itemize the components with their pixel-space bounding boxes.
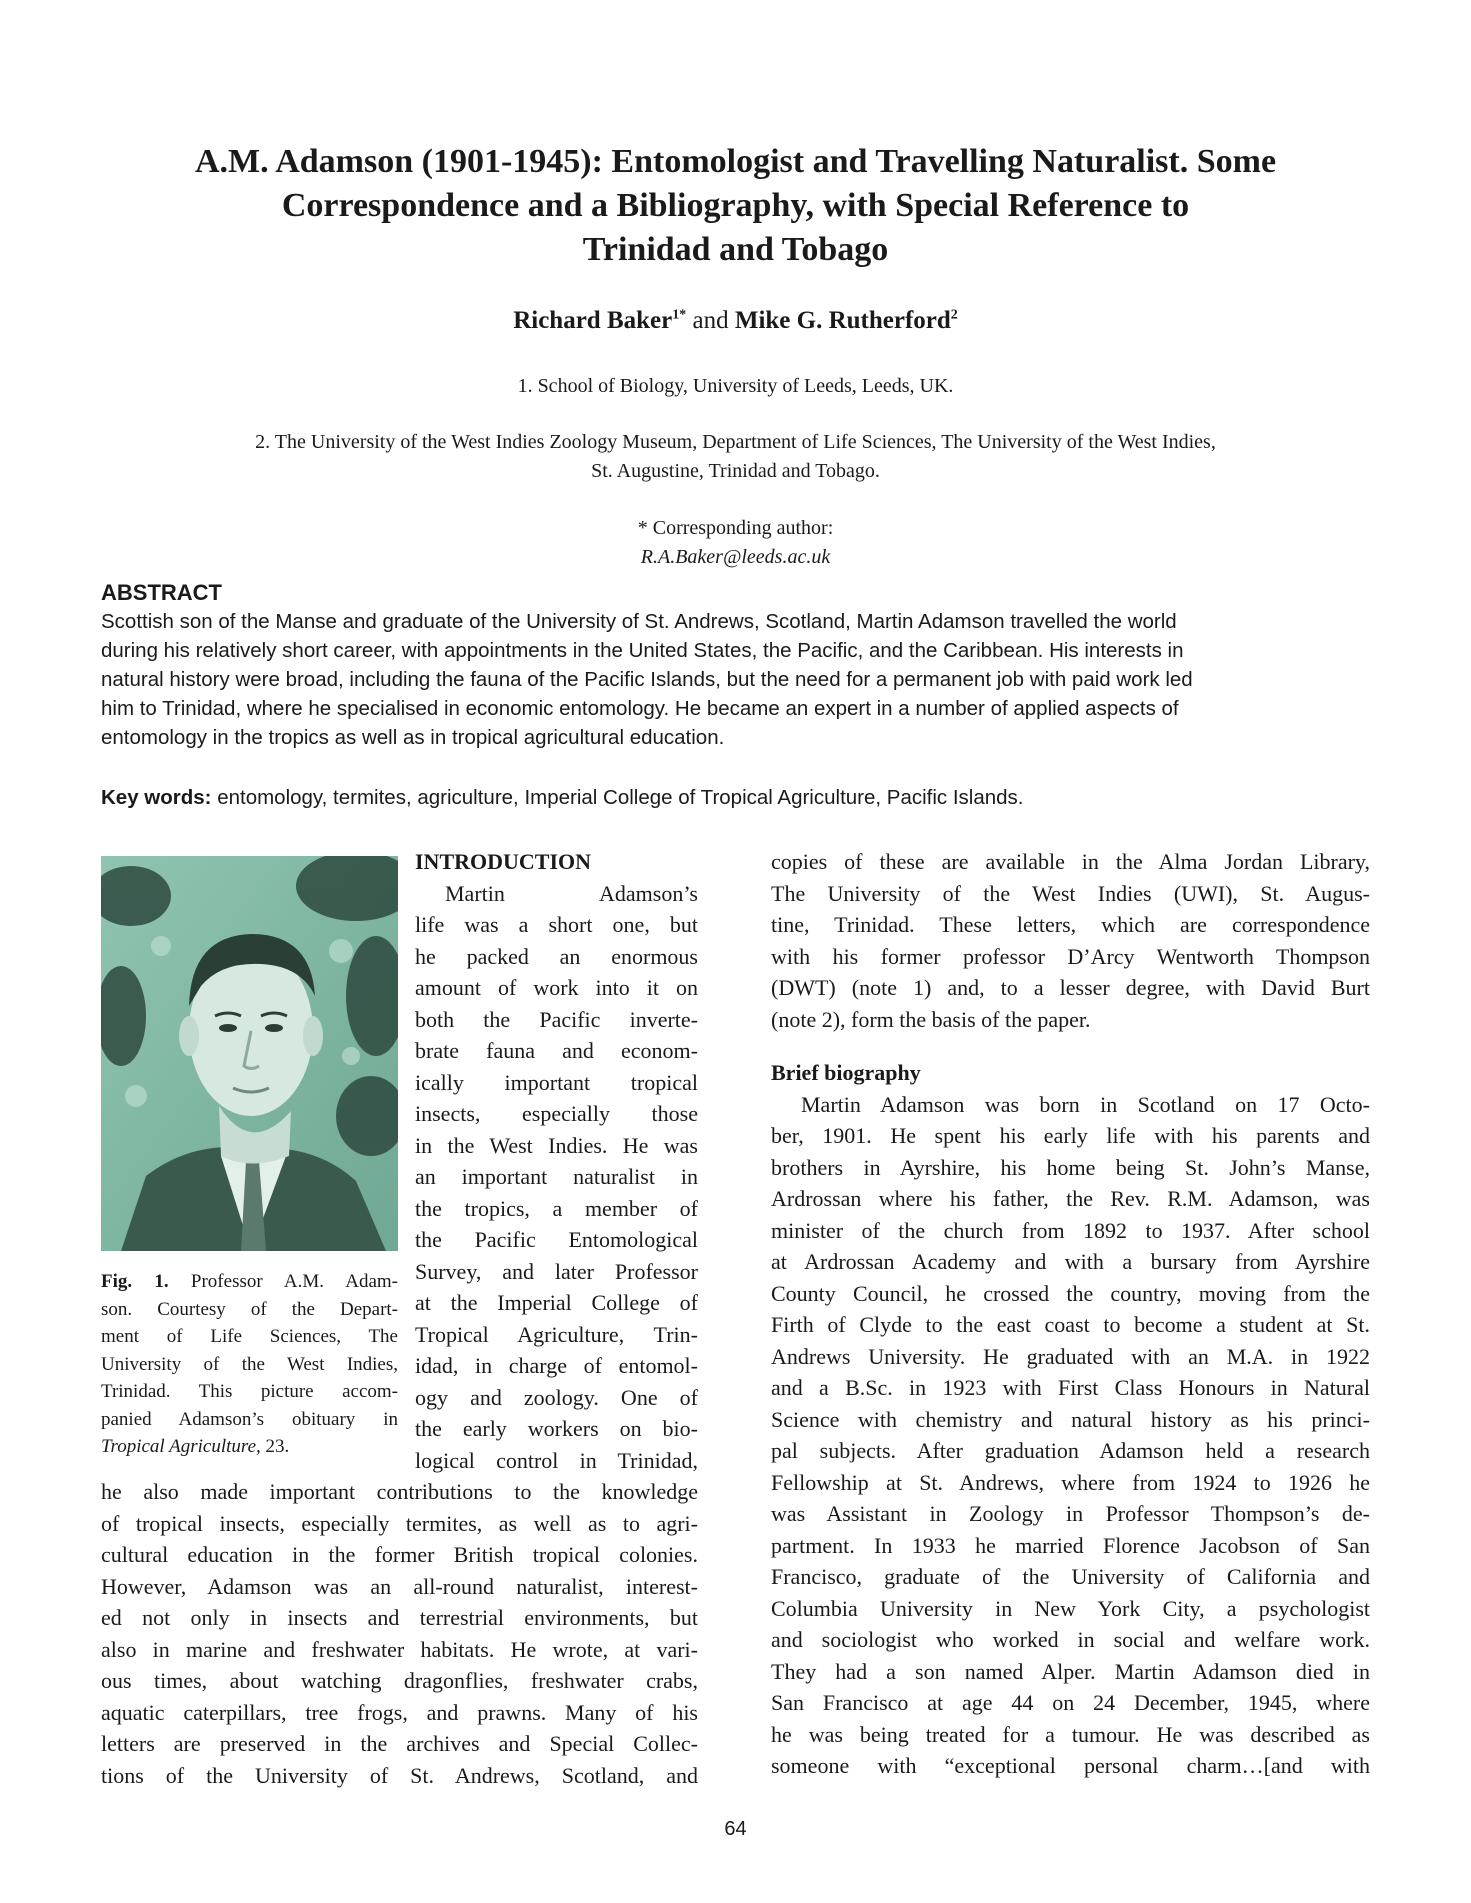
bio-line: pal subjects. After graduation Adamson held a research	[771, 1438, 1370, 1463]
intro-line: copies of these are available in the Alma Jordan Library,	[771, 849, 1370, 874]
intro-line: both the Pacific inverte-	[415, 1006, 698, 1032]
figure-label: Fig. 1.	[101, 1271, 169, 1292]
intro-line: cultural education in the former British tropical colonies.	[101, 1542, 698, 1567]
bio-line: at Ardrossan Academy and with a bursary from Ayrshire	[771, 1249, 1370, 1274]
abstract-line: Scottish son of the Manse and graduate of the University of St. Andrews, Scotland, Martin Adamson travelled the world	[101, 610, 1177, 633]
author-name: Mike G. Rutherford	[734, 307, 951, 334]
portrait-illustration	[101, 856, 398, 1251]
intro-line: The University of the West Indies (UWI), St. Augus-	[771, 880, 1370, 906]
introduction-heading: INTRODUCTION	[415, 849, 592, 874]
intro-line: Tropical Agriculture, Trin-	[415, 1321, 698, 1347]
intro-line: an important naturalist in	[415, 1164, 698, 1189]
intro-line: also in marine and freshwater habitats. He wrote, at vari-	[101, 1636, 698, 1662]
abstract-line: entomology in the tropics as well as in tropical agricultural education.	[101, 726, 725, 749]
caption-line: Professor A.M. Adam-	[168, 1271, 398, 1292]
intro-line: ogy and zoology. One of	[415, 1384, 698, 1410]
author-mark: 1*	[672, 307, 687, 323]
bio-line: San Francisco at age 44 on 24 December, 1945, where	[771, 1690, 1370, 1715]
bio-line: someone with “exceptional personal charm…[and with	[771, 1753, 1370, 1778]
corresponding-author: * Corresponding author: R.A.Baker@leeds.ac.uk	[637, 517, 834, 568]
abstract-line: him to Trinidad, where he specialised in economic entomology. He became an expert in a number of applied aspects of	[101, 697, 1179, 720]
portrait-photo	[101, 856, 398, 1251]
bio-line: partment. In 1933 he married Florence Jacobson of San	[771, 1532, 1370, 1558]
bio-line: he was being treated for a tumour. He was described as	[771, 1721, 1370, 1747]
intro-line: letters are preserved in the archives and Special Collec-	[101, 1731, 698, 1756]
intro-line: life was a short one, but	[415, 912, 698, 937]
introduction-narrow-column	[415, 846, 698, 1476]
bio-line: Fellowship at St. Andrews, where from 1924 to 1926 he	[771, 1469, 1370, 1495]
intro-line: However, Adamson was an all-round naturalist, interest-	[101, 1573, 698, 1599]
page-number: 64	[724, 1818, 747, 1840]
intro-line: he packed an enormous	[415, 943, 698, 969]
abstract-heading: ABSTRACT	[101, 580, 222, 605]
bio-line: Francisco, graduate of the University of California and	[771, 1564, 1370, 1589]
bio-line: minister of the church from 1892 to 1937. After school	[771, 1217, 1370, 1243]
bio-line: Science with chemistry and natural history as his princi-	[771, 1406, 1370, 1432]
caption-line: Trinidad. This picture accom-	[101, 1381, 398, 1402]
intro-line: Martin Adamson’s	[445, 880, 698, 906]
author-name: Richard Baker	[513, 307, 673, 334]
figure-caption	[101, 1268, 398, 1461]
title-line: A.M. Adamson (1901-1945): Entomologist and Travelling Naturalist. Some	[194, 143, 1277, 180]
intro-line: the early workers on bio-	[415, 1416, 698, 1441]
right-column	[771, 846, 1370, 1782]
caption-line: panied Adamson’s obituary in	[101, 1408, 398, 1430]
affiliation-1: 1. School of Biology, University of Leeds, Leeds, UK.	[517, 375, 954, 397]
author-conjunction: and	[686, 307, 735, 334]
intro-line: idad, in charge of entomol-	[415, 1353, 698, 1378]
bio-line: They had a son named Alper. Martin Adamson died in	[771, 1658, 1370, 1684]
intro-line: amount of work into it on	[415, 975, 698, 1000]
bio-line: Columbia University in New York City, a psychologist	[771, 1595, 1370, 1621]
journal-title: Tropical Agriculture,	[101, 1436, 261, 1457]
caption-line: son. Courtesy of the Depart-	[101, 1298, 398, 1320]
intro-line: the tropics, a member of	[415, 1195, 698, 1221]
author-mark: 2	[950, 307, 958, 323]
intro-line: ous times, about watching dragonflies, freshwater crabs,	[101, 1668, 698, 1693]
bio-line: brothers in Ayrshire, his home being St. John’s Manse,	[771, 1154, 1370, 1180]
intro-line: ically important tropical	[415, 1069, 698, 1095]
intro-line: with his former professor D’Arcy Wentworth Thompson	[771, 943, 1370, 969]
caption-line: 23.	[260, 1436, 290, 1457]
keywords-label: Key words:	[101, 786, 212, 809]
biography-heading: Brief biography	[771, 1060, 921, 1085]
intro-line: Survey, and later Professor	[415, 1258, 698, 1284]
title-line: Trinidad and Tobago	[582, 231, 889, 268]
keywords	[101, 786, 1024, 810]
bio-line: Firth of Clyde to the east coast to become a student at St.	[771, 1312, 1370, 1337]
title-line: Correspondence and a Bibliography, with Special Reference to	[281, 187, 1190, 224]
intro-line: aquatic caterpillars, tree frogs, and prawns. Many of his	[101, 1699, 698, 1725]
intro-line: at the Imperial College of	[415, 1290, 698, 1315]
abstract-body	[101, 607, 1369, 752]
abstract-line: natural history were broad, including the fauna of the Pacific Islands, but the need for a permanent job with paid work led	[101, 668, 1193, 691]
corresponding-email[interactable]: R.A.Baker@leeds.ac.uk	[640, 546, 831, 568]
intro-line: insects, especially those	[415, 1101, 698, 1126]
bio-line: and sociologist who worked in social and welfare work.	[771, 1627, 1370, 1652]
bio-line: Ardrossan where his father, the Rev. R.M. Adamson, was	[771, 1186, 1370, 1211]
introduction-wide-column	[101, 1476, 698, 1791]
intro-line: (note 2), form the basis of the paper.	[771, 1006, 1091, 1032]
bio-line: Martin Adamson was born in Scotland on 17 Octo-	[801, 1091, 1370, 1117]
caption-line: ment of Life Sciences, The	[101, 1326, 398, 1347]
intro-line: in the West Indies. He was	[415, 1132, 698, 1158]
bio-line: ber, 1901. He spent his early life with his parents and	[771, 1123, 1370, 1148]
bio-line: and a B.Sc. in 1923 with First Class Honours in Natural	[771, 1375, 1370, 1400]
intro-line: he also made important contributions to the knowledge	[101, 1479, 698, 1504]
caption-line: University of the West Indies,	[101, 1353, 398, 1375]
intro-line: ed not only in insects and terrestrial environments, but	[101, 1605, 698, 1630]
intro-line: brate fauna and econom-	[415, 1038, 698, 1063]
bio-line: County Council, he crossed the country, moving from the	[771, 1280, 1370, 1306]
abstract-line: during his relatively short career, with appointments in the United States, the Pacific, and the Caribbean. His interests in	[101, 639, 1184, 662]
paper-title	[100, 140, 1371, 272]
affiliation-2: 2. The University of the West Indies Zoology Museum, Department of Life Sciences, The University of the West Indies, St. Augustine, Trinidad and Tobago.	[255, 431, 1216, 482]
bio-line: Andrews University. He graduated with an M.A. in 1922	[771, 1343, 1370, 1369]
intro-line: (DWT) (note 1) and, to a lesser degree, with David Burt	[771, 975, 1370, 1000]
intro-line: logical control in Trinidad,	[415, 1447, 698, 1473]
intro-line: tions of the University of St. Andrews, Scotland, and	[101, 1762, 698, 1788]
intro-line: tine, Trinidad. These letters, which are correspondence	[771, 912, 1370, 937]
intro-line: of tropical insects, especially termites, as well as to agri-	[101, 1510, 698, 1536]
keywords-text: entomology, termites, agriculture, Imperial College of Tropical Agriculture, Pacific Islands.	[211, 786, 1024, 809]
bio-line: was Assistant in Zoology in Professor Thompson’s de-	[771, 1501, 1370, 1526]
intro-line: the Pacific Entomological	[415, 1227, 698, 1252]
author-list	[0, 307, 1471, 335]
